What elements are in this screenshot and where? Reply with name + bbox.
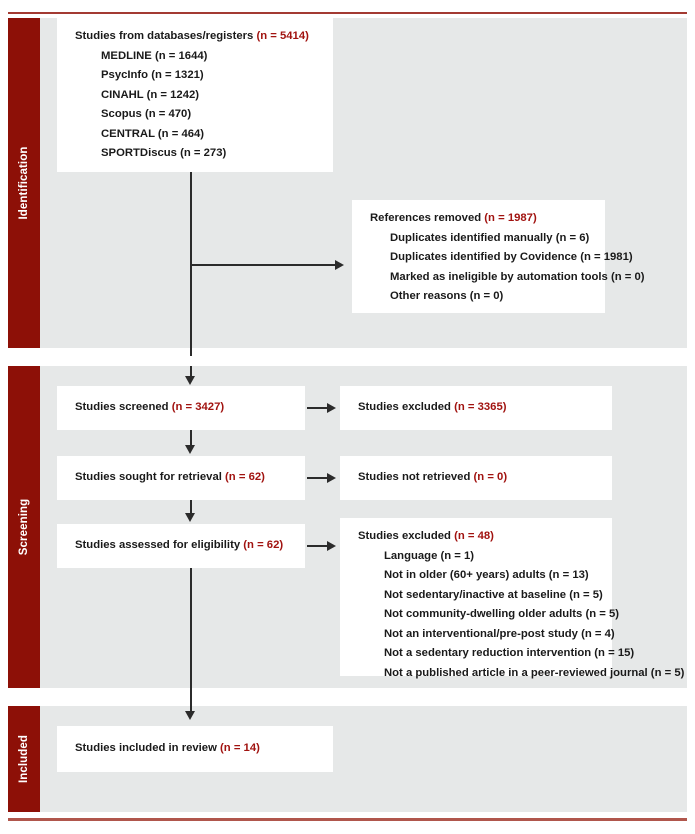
list-item: Duplicates identified by Covidence (n = 1981)	[390, 251, 633, 263]
stage-tab-identification	[8, 18, 40, 348]
list-item: CENTRAL (n = 464)	[101, 127, 205, 140]
box-studies-screened	[57, 386, 305, 430]
box-title-text: Studies sought for retrieval	[75, 471, 226, 484]
box-studies-from-databases	[57, 18, 333, 172]
stage-tab-screening	[8, 366, 40, 688]
box-title-count: (n = 62)	[225, 471, 265, 484]
box-title	[57, 536, 283, 556]
list-item: Not sedentary/inactive at baseline (n = 5)	[384, 588, 603, 601]
box-title-text: Studies included in review	[75, 742, 221, 755]
list-item: Not a sedentary reduction intervention (n = 15)	[384, 647, 635, 659]
box-references-removed	[352, 200, 645, 313]
list-item: Not community-dwelling older adults (n = 5)	[384, 608, 620, 620]
box-title-text: Studies assessed for eligibility	[75, 539, 244, 552]
arrowhead-into-screened	[185, 376, 195, 385]
connector-to-not-retrieved	[307, 477, 329, 479]
list-item: Other reasons (n = 0)	[390, 290, 504, 302]
arrowhead-references-removed	[335, 260, 344, 270]
list-item: Marked as ineligible by automation tools (n = 0)	[390, 270, 645, 283]
list-item: SPORTDiscus (n = 273)	[101, 147, 227, 159]
stage-label-screening: Screening	[18, 498, 30, 556]
list-item: Duplicates identified manually (n = 6)	[390, 231, 590, 244]
box-title-count: (n = 0)	[473, 471, 508, 484]
stage-label-included: Included	[18, 734, 30, 784]
arrowhead-not-retrieved	[327, 473, 336, 483]
list-item: Language (n = 1)	[384, 549, 475, 562]
box-title-text: Studies screened	[75, 401, 172, 414]
box-studies-sought-for-retrieval	[57, 456, 305, 500]
list-item: CINAHL (n = 1242)	[101, 88, 200, 101]
box-title-count: (n = 3365)	[454, 401, 507, 414]
box-title-count: (n = 3427)	[171, 401, 225, 414]
connector-to-references-removed	[190, 264, 336, 266]
bottom-rule	[8, 818, 687, 821]
connector-to-excluded-screening	[307, 407, 329, 409]
stage-label-identification: Identification	[18, 146, 30, 220]
box-title-count: (n = 5414)	[256, 30, 309, 42]
box-title-count: (n = 1987)	[484, 212, 537, 224]
list-item: Not an interventional/pre-post study (n = 4)	[384, 627, 615, 640]
connector-to-excluded-eligibility	[307, 545, 329, 547]
stage-tab-included	[8, 706, 40, 812]
box-studies-included-in-review	[57, 726, 333, 772]
box-title	[57, 27, 333, 47]
box-title-count: (n = 48)	[454, 530, 494, 542]
box-title	[57, 398, 224, 418]
arrowhead-excluded-screening	[327, 403, 336, 413]
list-item: Not in older (60+ years) adults (n = 13)	[384, 569, 589, 581]
box-studies-excluded-screening	[340, 386, 612, 430]
box-title	[340, 527, 612, 547]
box-title-count: (n = 14)	[220, 742, 260, 755]
box-title	[57, 468, 265, 488]
box-studies-excluded-eligibility	[340, 518, 685, 679]
list-item: MEDLINE (n = 1644)	[101, 49, 208, 62]
box-title-text: References removed	[370, 212, 485, 224]
list-item: PsycInfo (n = 1321)	[101, 69, 204, 81]
box-title	[57, 739, 260, 759]
box-title-text: Studies excluded	[358, 530, 455, 542]
arrowhead-into-assessed	[185, 513, 195, 522]
top-rule	[8, 12, 687, 14]
connector-assessed-to-included	[190, 568, 192, 713]
connector-sought-to-assessed	[190, 500, 192, 514]
box-title	[340, 398, 507, 418]
arrowhead-into-included	[185, 711, 195, 720]
connector-screened-to-sought	[190, 430, 192, 446]
list-item: Not a published article in a peer-reviewed journal (n = 5)	[384, 666, 685, 679]
box-title-text: Studies from databases/registers	[75, 30, 257, 42]
box-studies-not-retrieved	[340, 456, 612, 500]
box-title-text: Studies not retrieved	[358, 471, 474, 484]
arrowhead-into-sought	[185, 445, 195, 454]
box-title-count: (n = 62)	[243, 539, 284, 552]
box-title	[352, 209, 605, 229]
box-title	[340, 468, 507, 488]
arrowhead-excluded-eligibility	[327, 541, 336, 551]
box-studies-assessed-for-eligibility	[57, 524, 305, 568]
list-item: Scopus (n = 470)	[101, 108, 192, 120]
box-title-text: Studies excluded	[358, 401, 455, 414]
